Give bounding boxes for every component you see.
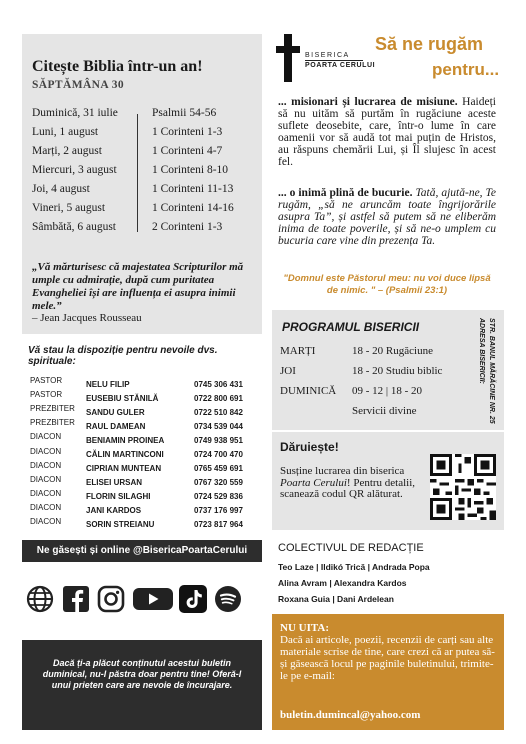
contact-role: DIACON [30, 489, 62, 498]
online-bar [22, 540, 262, 562]
contact-role: PASTOR [30, 376, 63, 385]
reading-passage: 1 Corinteni 14-16 [152, 202, 234, 214]
contact-phone[interactable]: 0745 306 431 [194, 380, 243, 389]
donate-title: Dăruiește! [280, 440, 339, 454]
donate-box [272, 432, 504, 530]
reading-day: Duminică, 31 iulie [32, 107, 118, 119]
logo-text-church: BISERICA [305, 52, 350, 59]
program-day: MARȚI [280, 345, 316, 357]
reading-day: Marți, 2 august [32, 145, 102, 157]
program-day: JOI [280, 365, 296, 377]
contact-role: DIACON [30, 517, 62, 526]
logo-text-name: POARTA CERULUI [305, 62, 376, 69]
prayer-body: Haideți să nu uităm să purtăm în rugăciune aceste suflete deosebite, care, într-o lume în care oamenii vor să audă tot mai puțin de Hristos, au răspuns chemării Lui, și Îl slujesc în acest fel. [278, 96, 496, 168]
reading-passage: 1 Corinteni 4-7 [152, 145, 223, 157]
online-handle[interactable]: Ne găsești și online @BisericaPoartaCerului [36, 545, 248, 556]
contact-name: JANI KARDOS [86, 506, 142, 515]
pastors-heading: Vă stau la dispoziție pentru nevoile dvs. spirituale: [28, 345, 218, 367]
spotify-icon[interactable] [214, 585, 242, 613]
reading-passage: 2 Corinteni 1-3 [152, 221, 223, 233]
reading-passage: 1 Corinteni 11-13 [152, 183, 234, 195]
contact-name: NELU FILIP [86, 380, 130, 389]
prayer-subtitle: pentru... [432, 60, 500, 79]
church-cross-logo-icon [276, 34, 300, 82]
bible-title: Citește Biblia într-un an! [32, 58, 203, 75]
facebook-icon[interactable] [62, 585, 90, 613]
donate-text-part: Susține lucrarea din biserica [280, 465, 405, 477]
editorial-members: Teo Laze | Ildikó Trică | Andrada Popa [278, 562, 430, 572]
program-time: 18 - 20 Studiu biblic [352, 365, 443, 377]
prayer-heading: ... misionari și lucrarea de misiune. [278, 96, 458, 108]
prayer-paragraph-joy [278, 187, 496, 247]
contact-phone[interactable]: 0724 700 470 [194, 450, 243, 459]
editorial-title: COLECTIVUL DE REDACȚIE [278, 542, 424, 554]
note-title: NU UITA: [280, 622, 329, 634]
reading-day: Miercuri, 3 august [32, 164, 117, 176]
contact-name: CĂLIN MARTINCONI [86, 450, 164, 459]
program-day: DUMINICĂ [280, 385, 337, 397]
share-box [22, 640, 262, 730]
contact-phone[interactable]: 0765 459 691 [194, 464, 243, 473]
bible-divider [137, 114, 138, 232]
program-time: 18 - 20 Rugăciune [352, 345, 433, 357]
contact-role: DIACON [30, 432, 62, 441]
contact-phone[interactable]: 0723 817 964 [194, 520, 243, 529]
contact-phone[interactable]: 0722 510 842 [194, 408, 243, 417]
contact-name: CIPRIAN MUNTEAN [86, 464, 162, 473]
contact-phone[interactable]: 0724 529 836 [194, 492, 243, 501]
contact-email-link[interactable]: buletin.dumincal@yahoo.com [280, 709, 421, 721]
contact-role: DIACON [30, 447, 62, 456]
reading-day: Luni, 1 august [32, 126, 99, 138]
prayer-body: Tată, ajută-ne, Te rugăm, „să ne aruncăm toate îngrijorările asupra Ta”, și astfel să putem să ne eliberăm inima de toate poverile, și să ne-o umplem cu bucuria care vine din prezența Ta. [278, 187, 496, 247]
prayer-heading: ... o inimă plină de bucurie. [278, 187, 413, 199]
contact-name: SANDU GULER [86, 408, 145, 417]
contact-phone[interactable]: 0722 800 691 [194, 394, 243, 403]
donate-text [280, 466, 420, 501]
contact-phone[interactable]: 0737 176 997 [194, 506, 243, 515]
contact-name: BENIAMIN PROINEA [86, 436, 165, 445]
bible-verse: "Domnul este Păstorul meu: nu voi duce lipsă de nimic. " – (Psalmii 23:1) [283, 273, 491, 296]
reading-day: Sâmbătă, 6 august [32, 221, 116, 233]
reading-day: Joi, 4 august [32, 183, 90, 195]
contact-role: DIACON [30, 461, 62, 470]
contact-name: SORIN STREIANU [86, 520, 155, 529]
globe-icon[interactable] [26, 585, 54, 613]
share-text: Dacă ți-a plăcut conținutul acestui buletin duminical, nu-l păstra doar pentru tine! Oferă-l unui prieten care are nevoie de încurajare. [42, 658, 242, 690]
bible-week: SĂPTĂMÂNA 30 [32, 79, 125, 91]
bible-reading-box [22, 34, 262, 334]
editorial-members: Alina Avram | Alexandra Kardos [278, 578, 407, 588]
logo-divider [305, 60, 363, 61]
reading-passage: Psalmii 54-56 [152, 107, 217, 119]
donate-text-part: ! Pentru detalii, scanează codul QR alăturat. [280, 476, 416, 500]
youtube-icon[interactable] [132, 585, 174, 613]
reading-passage: 1 Corinteni 8-10 [152, 164, 229, 176]
instagram-icon[interactable] [97, 585, 125, 613]
reading-passage: 1 Corinteni 1-3 [152, 126, 223, 138]
church-address [466, 316, 506, 426]
quote-author: – Jean Jacques Rousseau [32, 312, 142, 324]
prayer-title: Să ne rugăm [375, 34, 484, 54]
prayer-paragraph-missions [278, 96, 496, 168]
tiktok-icon[interactable] [179, 585, 207, 613]
contact-name: RAUL DAMEAN [86, 422, 146, 431]
contact-name: ELISEI URSAN [86, 478, 143, 487]
contact-role: DIACON [30, 503, 62, 512]
address-label: ADRESA BISERICII: [478, 318, 485, 384]
program-time: 09 - 12 | 18 - 20 [352, 385, 423, 397]
donate-church-name: Poarta Cerului [280, 476, 347, 489]
contact-name: EUSEBIU STĂNILĂ [86, 394, 159, 403]
note-text: Dacă ai articole, poezii, recenzii de carți sau alte materiale scrise de tine, care crezi că ar putea să-și găsească locul pe paginile buletinului, trimite-le pe e-mail: [280, 634, 495, 682]
bible-quote: „Vă mărturisesc că majestatea Scripturilor mă umple cu admirație, după cum puritatea Evangheliei își are influența ei asupra inimii mele.” [32, 261, 244, 312]
reading-day: Vineri, 5 august [32, 202, 106, 214]
contact-role: PREZBITER [30, 404, 75, 413]
contact-role: PREZBITER [30, 418, 75, 427]
program-time: Servicii divine [352, 405, 417, 417]
address-street: STR. BANUL MĂRĂCINE NR. 25 [488, 318, 495, 424]
contact-phone[interactable]: 0767 320 559 [194, 478, 243, 487]
contact-role: PASTOR [30, 390, 63, 399]
editorial-members: Roxana Guia | Dani Ardelean [278, 594, 394, 604]
note-box [272, 614, 504, 730]
contact-phone[interactable]: 0734 539 044 [194, 422, 243, 431]
contact-phone[interactable]: 0749 938 951 [194, 436, 243, 445]
contact-role: DIACON [30, 475, 62, 484]
contact-name: FLORIN SILAGHI [86, 492, 151, 501]
qr-code-icon[interactable] [430, 454, 496, 520]
program-title: PROGRAMUL BISERICII [282, 320, 420, 334]
